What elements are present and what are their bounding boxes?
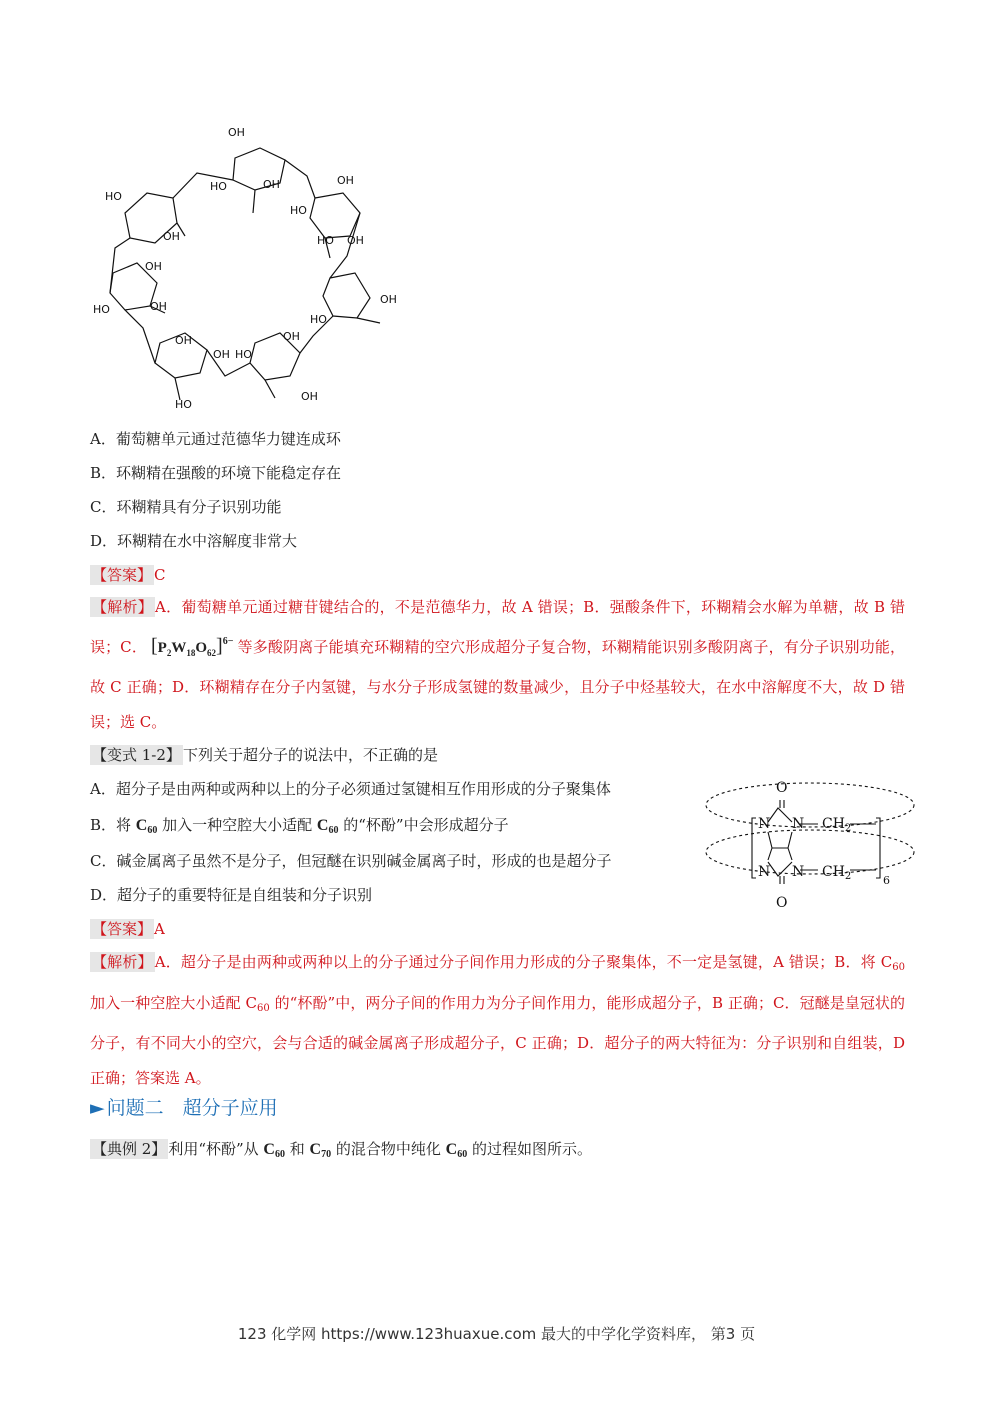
svg-text:N: N <box>758 816 771 832</box>
answer-1: 【答案】 C <box>92 566 166 584</box>
option-b: B．环糊精在强酸的环境下能稳定存在 <box>90 464 342 482</box>
svg-text:HO: HO <box>290 204 307 217</box>
svg-text:HO: HO <box>235 348 252 361</box>
page-footer: 123 化学网 https://www.123huaxue.com 最大的中学化学资料库， 第3 页 <box>237 1325 756 1343</box>
triangle-marker-icon: ► <box>90 1097 105 1119</box>
svg-text:HO: HO <box>210 180 227 193</box>
example-2: 【典例 2】 利用“杯酚”从 $C_{60}$ 和 $C_{70}$ 的混合物中纯化 $C_{60}$ 的过程如图所示。 <box>92 1140 592 1160</box>
svg-text:HO: HO <box>317 234 334 247</box>
svg-text:CH2: $CH_2$ <box>822 816 852 834</box>
svg-text:N: N <box>792 816 805 832</box>
svg-text:OH: OH <box>380 293 397 306</box>
svg-text:OH: OH <box>228 126 245 139</box>
svg-text:N: N <box>792 864 805 880</box>
svg-text:OH: OH <box>283 330 300 343</box>
svg-text:O: O <box>776 780 788 796</box>
svg-text:OH: OH <box>145 260 162 273</box>
variant-question: 【变式 1-2】 下列关于超分子的说法中，不正确的是 <box>92 746 438 764</box>
svg-text:OH: OH <box>150 300 167 313</box>
cucurbituril-structure <box>700 770 920 915</box>
variant-option-a: A．超分子是由两种或两种以上的分子必须通过氢键相互作用形成的分子聚集体 <box>90 780 611 798</box>
svg-text:OH: OH <box>175 334 192 347</box>
variant-option-d: D．超分子的重要特征是自组装和分子识别 <box>90 886 373 904</box>
svg-text:OH: OH <box>213 348 230 361</box>
svg-text:OH: OH <box>163 230 180 243</box>
svg-text:OH: OH <box>301 390 318 403</box>
analysis-1: 【解析】 A．葡萄糖单元通过糖苷键结合的，不是范德华力，故 A 错误；B．强酸条件下，环糊精会水解为单糖，故 B 错误；C． $[P_2W_{18}O_{62}]^{6-}$ 等多酸阴离子能填充环糊精的空穴形成超分子复合物，环糊精能识别多酸阴离子，有分子识别功能，故 C 正确；D．环糊精存在分子内氢键，与水分子形成氢键的数量减少，且分子中烃基较大，在水中溶解度不大，故 D 错误；选 C。 <box>90 598 905 731</box>
variant-option-c: C．碱金属离子虽然不是分子，但冠醚在识别碱金属离子时，形成的也是超分子 <box>90 852 612 870</box>
svg-text:N: N <box>758 864 771 880</box>
svg-text:HO: HO <box>175 398 192 411</box>
variant-option-b: B．将 $C_{60}$ 加入一种空腔大小适配 $C_{60}$ 的“杯酚”中会形成超分子 <box>90 816 509 836</box>
svg-text:HO: HO <box>93 303 110 316</box>
analysis-2: 【解析】 A．超分子是由两种或两种以上的分子通过分子间作用力形成的分子聚集体，不一定是氢键，A 错误；B．将 $C_{60}$ 加入一种空腔大小适配 $C_{60}$ 的“杯酚”中，两分子间的作用力为分子间作用力，能形成超分子，B 正确；C．冠醚是皇冠状的分子，有不同大小的空穴，会与合适的碱金属离子形成超分子，C 正确；D．超分子的两大特征为：分子识别和自组装，D 正确；答案选 A。 <box>90 953 905 1087</box>
option-d: D．环糊精在水中溶解度非常大 <box>90 532 298 550</box>
svg-text:6: 6 <box>883 874 890 887</box>
svg-text:HO: HO <box>310 313 327 326</box>
svg-text:OH: OH <box>337 174 354 187</box>
polyoxometalate-formula: $[P_2W_{18}O_{62}]^{6-}$ <box>151 634 234 658</box>
svg-text:O: O <box>776 895 788 911</box>
section-heading: ► 问题二 超分子应用 <box>90 1097 278 1119</box>
option-a: A．葡萄糖单元通过范德华力键连成环 <box>90 430 341 448</box>
cyclodextrin-structure <box>85 118 405 418</box>
answer-2: 【答案】 A <box>92 920 165 938</box>
svg-text:OH: OH <box>347 234 364 247</box>
svg-text:CH2: $CH_2$ <box>822 864 852 882</box>
svg-text:HO: HO <box>105 190 122 203</box>
svg-text:OH: OH <box>263 178 280 191</box>
option-c: C．环糊精具有分子识别功能 <box>90 498 282 516</box>
